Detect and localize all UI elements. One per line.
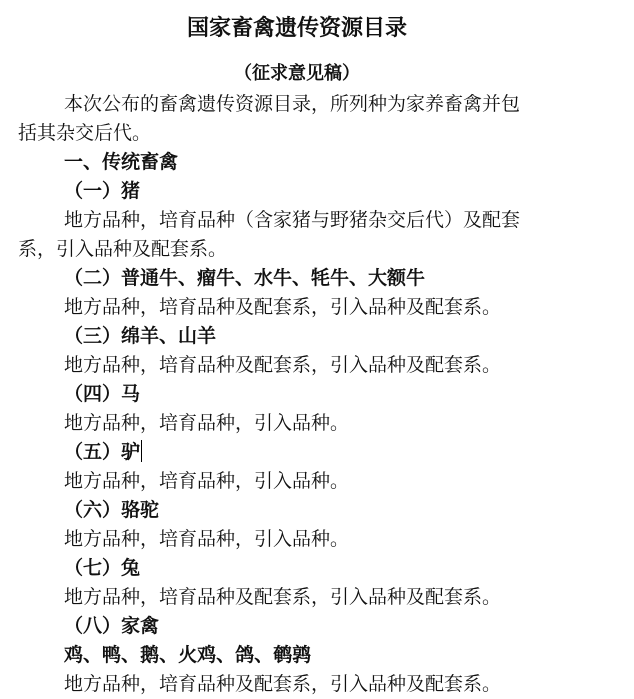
document-subtitle: （征求意见稿） — [234, 63, 360, 84]
intro-line-2: 括其杂交后代。 — [18, 122, 152, 144]
poultry-species-duck: 鸭 — [102, 644, 122, 666]
item-heading-horse: （四）马 — [64, 383, 141, 405]
item-desc-camel: 地方品种，培育品种，引入品种。 — [64, 528, 350, 550]
poultry-species-goose: 鹅 — [140, 644, 160, 666]
item-desc-pig-2: 系，引入品种及配套系。 — [18, 238, 228, 260]
item-desc-rabbit: 地方品种，培育品种及配套系，引入品种及配套系。 — [64, 586, 502, 608]
item-heading-cattle: （二）普通牛、瘤牛、水牛、牦牛、大额牛 — [64, 267, 426, 289]
document-title: 国家畜禽遗传资源目录 — [186, 15, 407, 41]
poultry-species-list: 鸡、鸭、鹅、火鸡、鸽、鹌鹑 — [64, 644, 312, 666]
poultry-species-pigeon: 鸽 — [235, 644, 255, 666]
section-heading-traditional: 一、传统畜禽 — [64, 151, 179, 173]
poultry-desc: 地方品种，培育品种及配套系，引入品种及配套系。 — [64, 673, 502, 695]
item-heading-pig: （一）猪 — [64, 180, 141, 202]
item-heading-rabbit: （七）兔 — [64, 557, 141, 579]
item-heading-donkey-text: （五）驴 — [64, 441, 141, 463]
poultry-species-quail: 鹌鹑 — [273, 644, 312, 666]
intro-line-1: 本次公布的畜禽遗传资源目录，所列种为家养畜禽并包 — [64, 93, 521, 115]
item-desc-cattle: 地方品种，培育品种及配套系，引入品种及配套系。 — [64, 296, 502, 318]
item-heading-poultry: （八）家禽 — [64, 615, 160, 637]
poultry-species-chicken: 鸡 — [64, 644, 84, 666]
item-desc-pig-1: 地方品种，培育品种（含家猪与野猪杂交后代）及配套 — [64, 209, 521, 231]
item-heading-donkey[interactable] — [64, 440, 142, 464]
item-heading-sheep-goat: （三）绵羊、山羊 — [64, 325, 217, 347]
item-desc-horse: 地方品种，培育品种，引入品种。 — [64, 412, 350, 434]
item-heading-camel: （六）骆驼 — [64, 499, 160, 521]
item-desc-sheep-goat: 地方品种，培育品种及配套系，引入品种及配套系。 — [64, 354, 502, 376]
item-desc-donkey: 地方品种，培育品种，引入品种。 — [64, 470, 350, 492]
text-cursor — [141, 440, 142, 462]
poultry-species-turkey: 火鸡 — [178, 644, 217, 666]
